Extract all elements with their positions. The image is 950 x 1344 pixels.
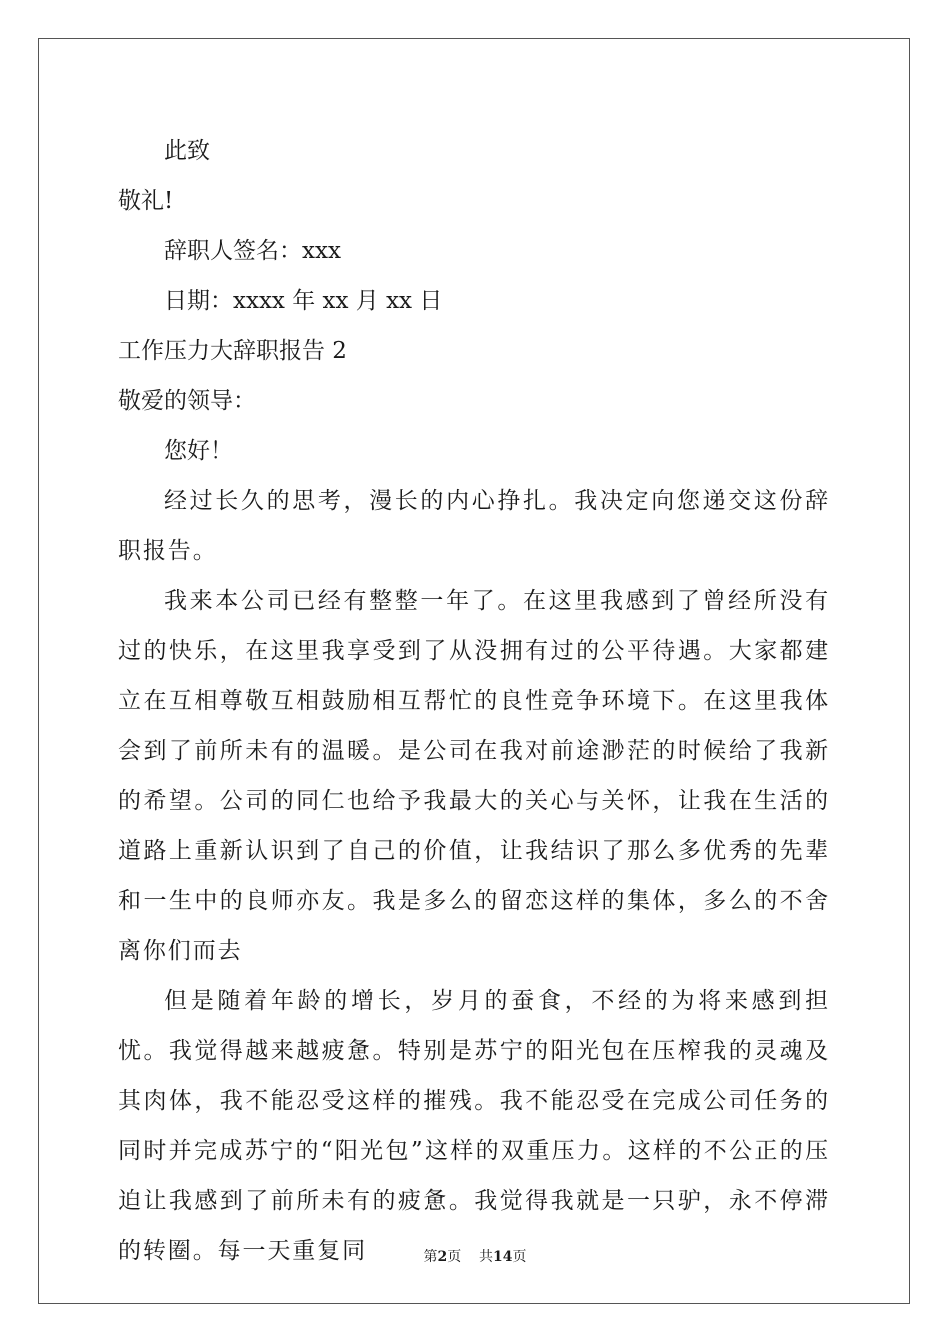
salutation: 敬爱的领导： [118,388,256,414]
page-suffix: 页 [447,1249,462,1265]
total-suffix: 页 [512,1249,527,1265]
signature-line: 辞职人签名：xxx [164,238,341,264]
page-prefix: 第 [423,1249,438,1265]
closing-line-2: 敬礼! [118,188,174,214]
total-pages: 14 [493,1249,513,1265]
closing-line-1: 此致 [164,138,210,164]
paragraph-1: 经过长久的思考，漫长的内心挣扎。我决定向您递交这份辞职报告。 [118,488,830,564]
page-footer [0,1246,950,1266]
paragraph-2: 我来本公司已经有整整一年了。在这里我感到了曾经所没有过的快乐，在这里我享受到了从没拥有过的公平待遇。大家都建立在互相尊敬互相鼓励相互帮忙的良性竞争环境下。在这里我体会到了前所未有的温暖。是公司在我对前途渺茫的时候给了我新的希望。公司的同仁也给予我最大的关心与关怀，让我在生活的道路上重新认识到了自己的价值，让我结识了那么多优秀的先辈和一生中的良师亦友。我是多么的留恋这样的集体，多么的不舍离你们而去 [118,588,830,964]
total-prefix: 共 [479,1249,494,1265]
report-title: 工作压力大辞职报告 2 [118,338,347,364]
date-line: 日期：xxxx 年 xx 月 xx 日 [164,288,443,314]
document-body [118,126,830,1276]
page-number: 2 [437,1249,448,1265]
greeting: 您好！ [164,438,233,464]
paragraph-3: 但是随着年龄的增长，岁月的蚕食，不经的为将来感到担忧。我觉得越来越疲惫。特别是苏宁的阳光包在压榨我的灵魂及其肉体，我不能忍受这样的摧残。我不能忍受在完成公司任务的同时并完成苏宁的“阳光包”这样的双重压力。这样的不公正的压迫让我感到了前所未有的疲惫。我觉得我就是一只驴，永不停滞的转圈。每一天重复同 [118,988,830,1264]
